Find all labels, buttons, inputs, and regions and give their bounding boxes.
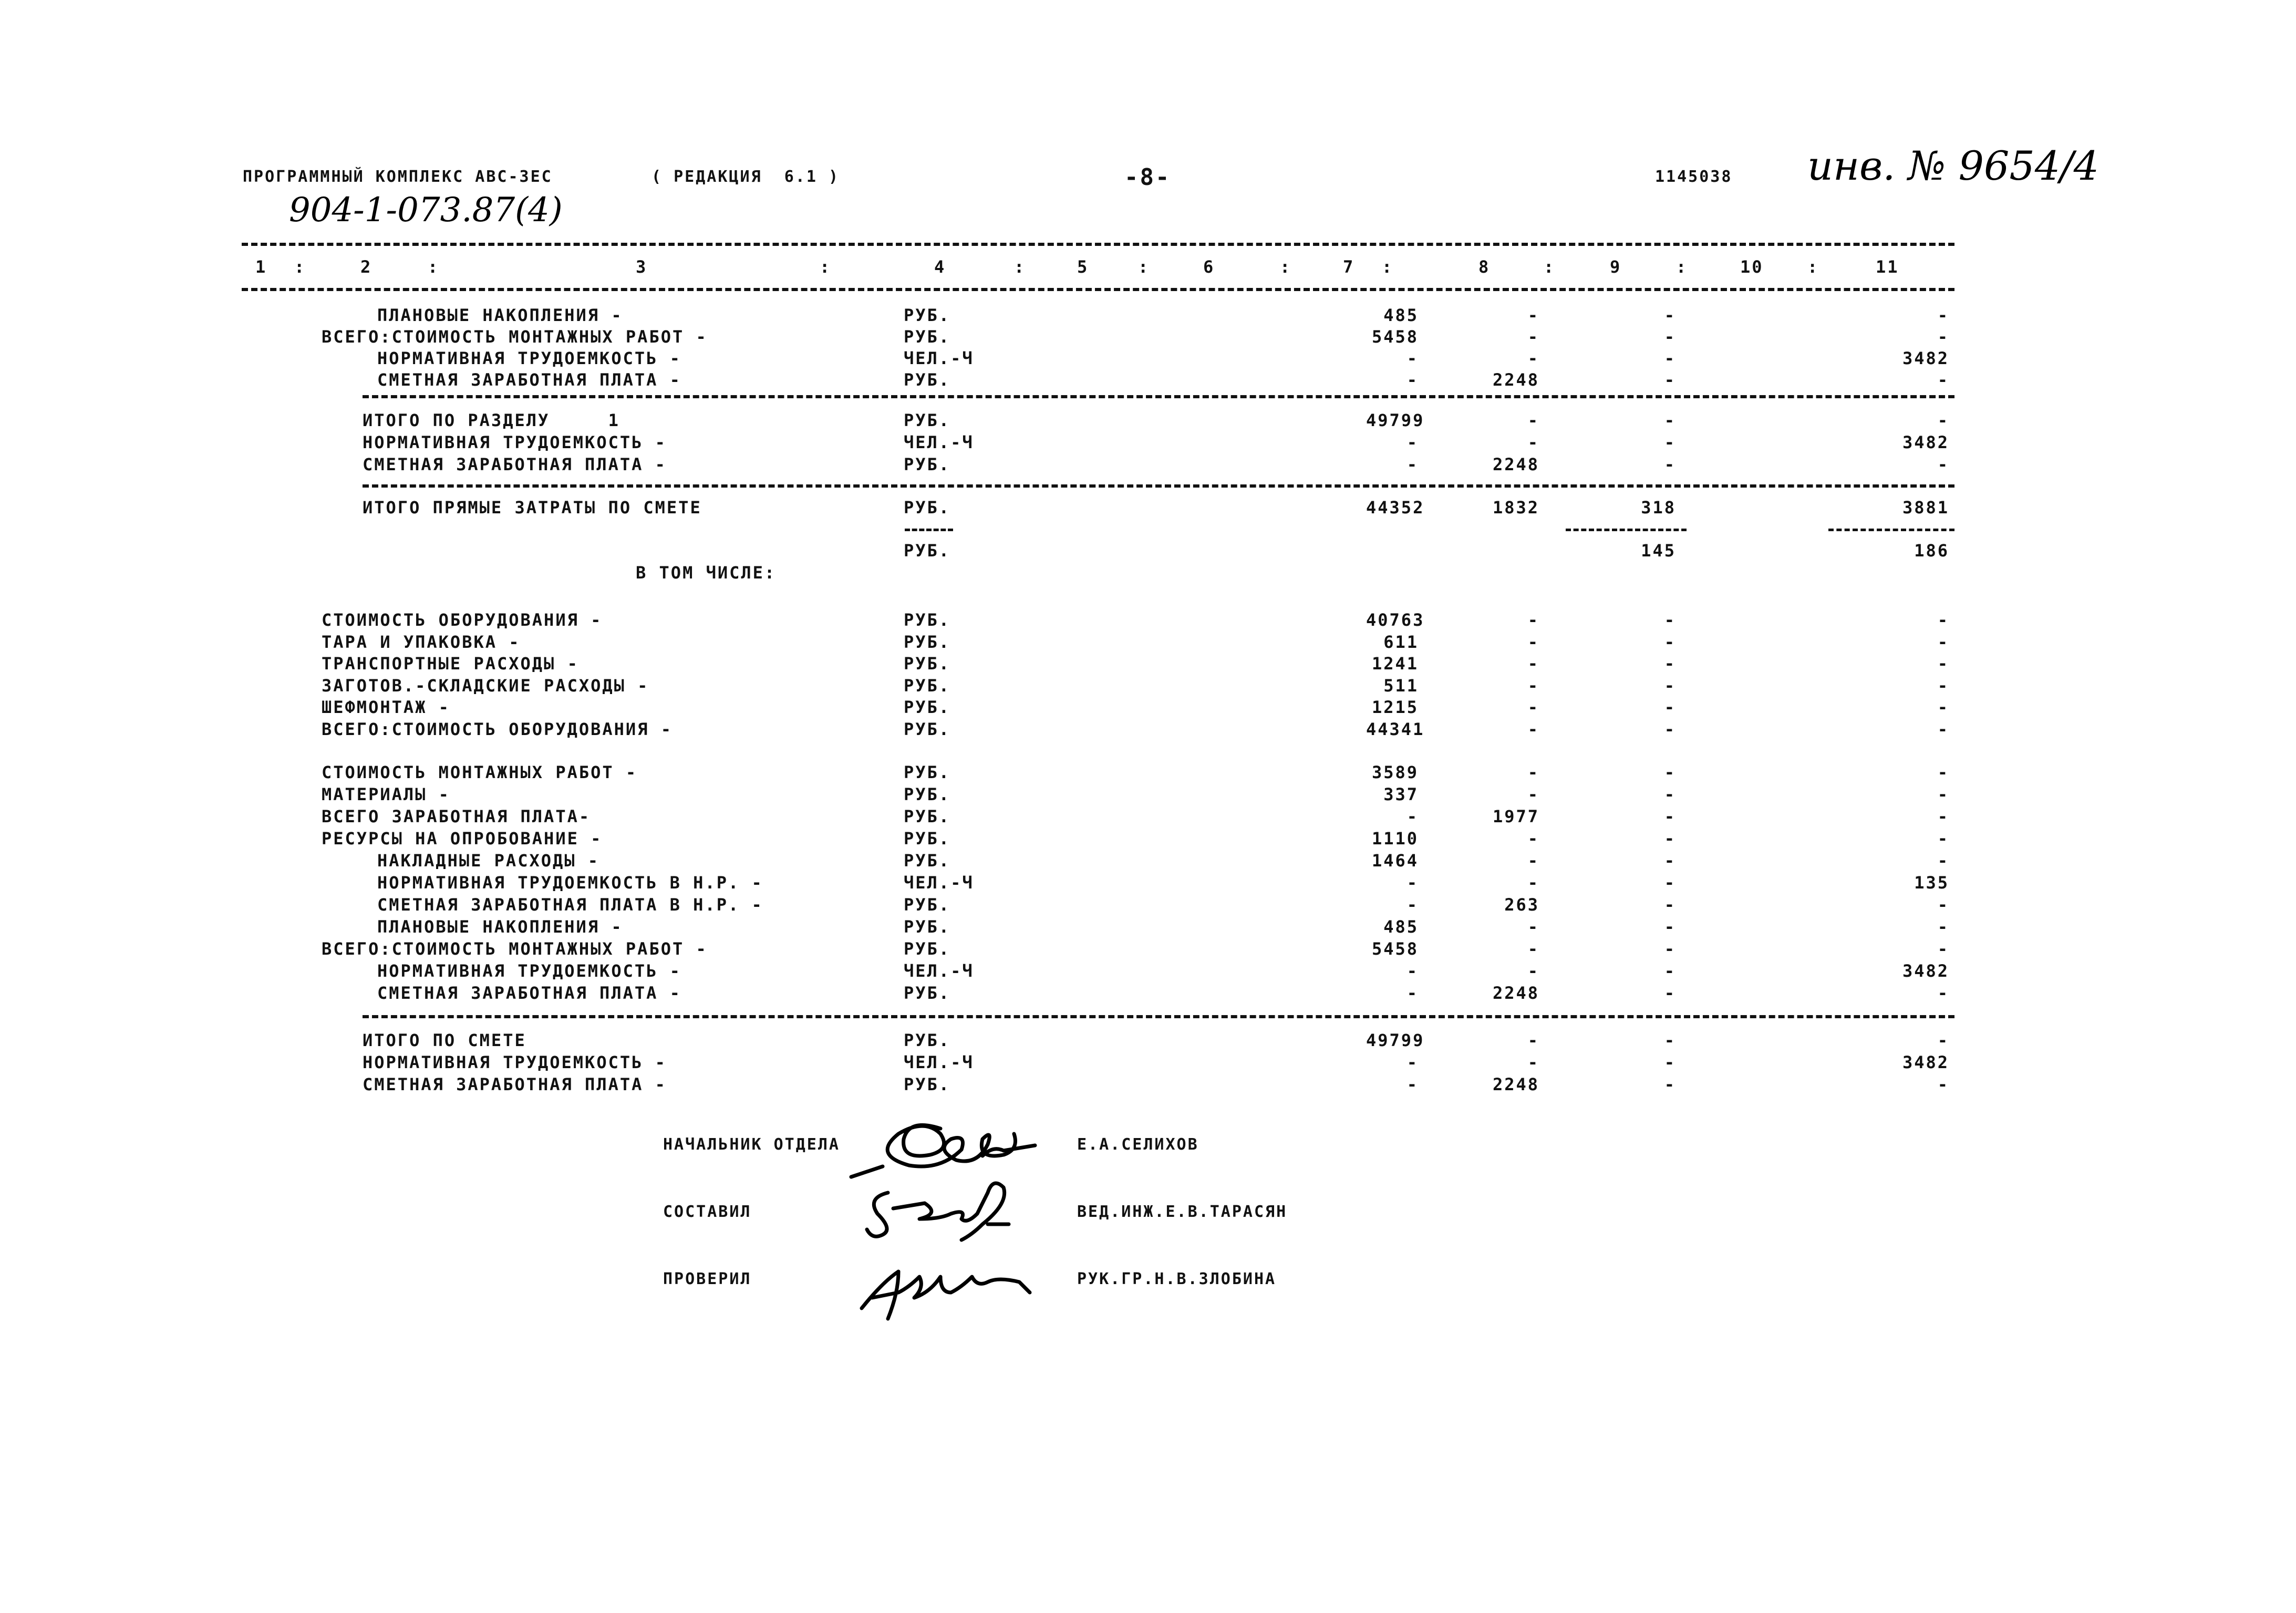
row-col7: 44341 xyxy=(1366,719,1425,739)
table-row xyxy=(0,1076,2296,1098)
rule-2 xyxy=(363,484,1954,488)
column-separator: : xyxy=(294,257,306,277)
row-col7: - xyxy=(1406,961,1419,981)
row-col7: - xyxy=(1406,983,1419,1003)
row-col8: - xyxy=(1527,610,1539,630)
row-col9: - xyxy=(1664,348,1676,368)
table-row xyxy=(0,786,2296,808)
row-unit: РУБ. xyxy=(904,327,951,347)
row-col8: - xyxy=(1527,873,1539,893)
row-label: МАТЕРИАЛЫ - xyxy=(322,784,450,804)
row-col11: - xyxy=(1937,851,1949,871)
column-number: 10 xyxy=(1740,257,1764,277)
row-unit: РУБ. xyxy=(904,305,951,325)
signature-role: НАЧАЛЬНИК ОТДЕЛА xyxy=(663,1135,840,1154)
including-heading: В ТОМ ЧИСЛЕ: xyxy=(636,563,777,583)
row-col11: - xyxy=(1937,939,1949,959)
rule-1 xyxy=(363,395,1954,398)
table-row xyxy=(0,350,2296,372)
row-col8: 2248 xyxy=(1492,1074,1539,1094)
row-col7: 485 xyxy=(1383,917,1419,937)
row-label: СТОИМОСТЬ ОБОРУДОВАНИЯ - xyxy=(322,610,603,630)
row-label: ПЛАНОВЫЕ НАКОПЛЕНИЯ - xyxy=(377,917,623,937)
row-col11: - xyxy=(1937,454,1949,474)
column-separator: : xyxy=(1544,257,1556,277)
table-row xyxy=(0,634,2296,656)
table-row xyxy=(0,1032,2296,1054)
col9-underline xyxy=(1566,529,1687,531)
row-col9: - xyxy=(1664,1074,1676,1094)
column-separator: : xyxy=(428,257,440,277)
row-col8: 1832 xyxy=(1492,498,1539,518)
table-row xyxy=(0,808,2296,830)
row-label: РЕСУРСЫ НА ОПРОБОВАНИЕ - xyxy=(322,829,603,849)
row-label: СТОИМОСТЬ МОНТАЖНЫХ РАБОТ - xyxy=(322,762,638,782)
row-col8: 263 xyxy=(1504,895,1539,915)
column-separator: : xyxy=(1807,257,1819,277)
row-col11: - xyxy=(1937,762,1949,782)
row-unit: РУБ. xyxy=(904,762,951,782)
row-label: НОРМАТИВНАЯ ТРУДОЕМКОСТЬ - xyxy=(363,432,667,452)
row-unit: РУБ. xyxy=(904,719,951,739)
row-unit: ЧЕЛ.-Ч xyxy=(904,432,974,452)
row-col8: - xyxy=(1527,829,1539,849)
row-col8: - xyxy=(1527,697,1539,717)
row-col8: - xyxy=(1527,784,1539,804)
row-unit: РУБ. xyxy=(904,697,951,717)
row-unit: РУБ. xyxy=(904,895,951,915)
row-label: ВСЕГО:СТОИМОСТЬ МОНТАЖНЫХ РАБОТ - xyxy=(322,327,708,347)
row-col7: 44352 xyxy=(1366,498,1425,518)
row-col8: - xyxy=(1527,1030,1539,1050)
table-row xyxy=(0,699,2296,721)
row-col7: - xyxy=(1406,806,1419,826)
table-row-direct-costs-sub xyxy=(0,542,2296,564)
row-col11: 3482 xyxy=(1902,961,1949,981)
row-label: ВСЕГО ЗАРАБОТНАЯ ПЛАТА- xyxy=(322,806,591,826)
row-col11: - xyxy=(1937,410,1949,430)
column-number: 2 xyxy=(360,257,373,277)
row-label: СМЕТНАЯ ЗАРАБОТНАЯ ПЛАТА - xyxy=(377,983,681,1003)
row-label: ЗАГОТОВ.-СКЛАДСКИЕ РАСХОДЫ - xyxy=(322,675,649,696)
row-col8: 2248 xyxy=(1492,454,1539,474)
row-col8: 2248 xyxy=(1492,370,1539,390)
row-col11: 186 xyxy=(1914,541,1949,561)
row-unit: РУБ. xyxy=(904,939,951,959)
row-col11: 3881 xyxy=(1902,498,1949,518)
row-col9: - xyxy=(1664,654,1676,674)
row-col9: - xyxy=(1664,719,1676,739)
table-row xyxy=(0,896,2296,918)
row-col8: 2248 xyxy=(1492,983,1539,1003)
row-col11: 135 xyxy=(1914,873,1949,893)
row-col8: - xyxy=(1527,961,1539,981)
row-col9: - xyxy=(1664,762,1676,782)
row-col11: - xyxy=(1937,895,1949,915)
row-unit: РУБ. xyxy=(904,541,951,561)
row-col7: - xyxy=(1406,873,1419,893)
row-label: ПЛАНОВЫЕ НАКОПЛЕНИЯ - xyxy=(377,305,623,325)
row-col11: - xyxy=(1937,1030,1949,1050)
row-label: ВСЕГО:СТОИМОСТЬ ОБОРУДОВАНИЯ - xyxy=(322,719,673,739)
column-number: 8 xyxy=(1478,257,1491,277)
row-label: СМЕТНАЯ ЗАРАБОТНАЯ ПЛАТА - xyxy=(377,370,681,390)
row-col11: - xyxy=(1937,370,1949,390)
row-unit: РУБ. xyxy=(904,675,951,696)
row-unit: ЧЕЛ.-Ч xyxy=(904,961,974,981)
column-number: 4 xyxy=(934,257,946,277)
row-unit: РУБ. xyxy=(904,370,951,390)
row-col11: - xyxy=(1937,829,1949,849)
row-col9: - xyxy=(1664,370,1676,390)
table-row xyxy=(0,412,2296,434)
row-label: ИТОГО ПРЯМЫЕ ЗАТРАТЫ ПО СМЕТЕ xyxy=(363,498,702,518)
row-unit: РУБ. xyxy=(904,1074,951,1094)
row-col9: - xyxy=(1664,961,1676,981)
row-col7: 1464 xyxy=(1371,851,1419,871)
table-row xyxy=(0,830,2296,852)
program-title: ПРОГРАММНЫЙ КОМПЛЕКС АВС-ЗЕС xyxy=(243,168,553,186)
row-label: НОРМАТИВНАЯ ТРУДОЕМКОСТЬ - xyxy=(363,1052,667,1072)
row-col11: 3482 xyxy=(1902,348,1949,368)
row-col9: - xyxy=(1664,895,1676,915)
table-row xyxy=(0,677,2296,699)
row-col11: - xyxy=(1937,327,1949,347)
row-unit: РУБ. xyxy=(904,610,951,630)
row-label: НОРМАТИВНАЯ ТРУДОЕМКОСТЬ В Н.Р. - xyxy=(377,873,763,893)
table-row xyxy=(0,655,2296,677)
row-col7: - xyxy=(1406,895,1419,915)
row-col11: - xyxy=(1937,305,1949,325)
inventory-note: инв. № 9654/4 xyxy=(1807,142,2100,189)
signature-zlobina xyxy=(862,1271,1030,1319)
row-col7: 1110 xyxy=(1371,829,1419,849)
row-col11: - xyxy=(1937,697,1949,717)
row-col8: - xyxy=(1527,348,1539,368)
row-col11: - xyxy=(1937,719,1949,739)
table-row xyxy=(0,918,2296,940)
column-separator: : xyxy=(1382,257,1394,277)
row-unit: РУБ. xyxy=(904,454,951,474)
row-col7: 40763 xyxy=(1366,610,1425,630)
column-separator: : xyxy=(820,257,832,277)
row-col11: - xyxy=(1937,917,1949,937)
table-row xyxy=(0,612,2296,634)
row-col9: - xyxy=(1664,917,1676,937)
row-col9: - xyxy=(1664,410,1676,430)
edition-label: ( РЕДАКЦИЯ 6.1 ) xyxy=(651,168,840,186)
row-col11: - xyxy=(1937,983,1949,1003)
row-col9: 318 xyxy=(1641,498,1676,518)
column-separator: : xyxy=(1676,257,1688,277)
row-col7: 49799 xyxy=(1366,1030,1425,1050)
row-col9: - xyxy=(1664,1030,1676,1050)
column-number: 6 xyxy=(1203,257,1215,277)
row-unit: РУБ. xyxy=(904,498,951,518)
row-col7: 1241 xyxy=(1371,654,1419,674)
row-col11: 3482 xyxy=(1902,1052,1949,1072)
row-col8: - xyxy=(1527,719,1539,739)
table-row xyxy=(0,721,2296,743)
row-label: НОРМАТИВНАЯ ТРУДОЕМКОСТЬ - xyxy=(377,961,681,981)
row-col9: - xyxy=(1664,829,1676,849)
row-col8: - xyxy=(1527,675,1539,696)
column-separator: : xyxy=(1138,257,1150,277)
table-row xyxy=(0,434,2296,456)
row-col11: - xyxy=(1937,675,1949,696)
row-col11: 3482 xyxy=(1902,432,1949,452)
row-col7: 511 xyxy=(1383,675,1419,696)
row-col8: - xyxy=(1527,654,1539,674)
row-col7: 5458 xyxy=(1371,939,1419,959)
row-col9: - xyxy=(1664,305,1676,325)
row-col7: 1215 xyxy=(1371,697,1419,717)
row-col7: - xyxy=(1406,370,1419,390)
rule-3 xyxy=(363,1015,1954,1018)
document-code: 1145038 xyxy=(1655,168,1733,186)
table-row xyxy=(0,940,2296,963)
row-col8: - xyxy=(1527,632,1539,652)
row-col9: - xyxy=(1664,784,1676,804)
row-label: ТАРА И УПАКОВКА - xyxy=(322,632,521,652)
row-col9: 145 xyxy=(1641,541,1676,561)
row-col9: - xyxy=(1664,873,1676,893)
signature-tarasyan xyxy=(867,1183,1009,1240)
row-col9: - xyxy=(1664,432,1676,452)
row-unit: РУБ. xyxy=(904,654,951,674)
row-unit: ЧЕЛ.-Ч xyxy=(904,1052,974,1072)
row-col7: - xyxy=(1406,432,1419,452)
row-col8: - xyxy=(1527,432,1539,452)
signature-role: СОСТАВИЛ xyxy=(663,1203,752,1221)
row-unit: ЧЕЛ.-Ч xyxy=(904,348,974,368)
column-number: 7 xyxy=(1343,257,1355,277)
row-col9: - xyxy=(1664,454,1676,474)
table-row xyxy=(0,963,2296,985)
row-col7: - xyxy=(1406,1074,1419,1094)
row-col9: - xyxy=(1664,632,1676,652)
row-col9: - xyxy=(1664,610,1676,630)
row-col8: - xyxy=(1527,327,1539,347)
row-col8: - xyxy=(1527,762,1539,782)
project-number: 904-1-073.87(4) xyxy=(289,191,563,230)
col11-underline xyxy=(1828,529,1954,531)
row-unit: РУБ. xyxy=(904,851,951,871)
signature-name: ВЕД.ИНЖ.Е.В.ТАРАСЯН xyxy=(1077,1203,1288,1221)
row-col8: - xyxy=(1527,939,1539,959)
row-col7: - xyxy=(1406,1052,1419,1072)
row-col8: - xyxy=(1527,917,1539,937)
row-col11: - xyxy=(1937,632,1949,652)
table-row xyxy=(0,371,2296,394)
signature-role: ПРОВЕРИЛ xyxy=(663,1270,752,1288)
column-number: 9 xyxy=(1610,257,1622,277)
table-row xyxy=(0,307,2296,329)
row-col11: - xyxy=(1937,784,1949,804)
row-unit: РУБ. xyxy=(904,806,951,826)
row-col7: 49799 xyxy=(1366,410,1425,430)
row-label: ИТОГО ПО РАЗДЕЛУ 1 xyxy=(363,410,620,430)
table-row xyxy=(0,852,2296,874)
row-col11: - xyxy=(1937,1074,1949,1094)
column-number: 11 xyxy=(1876,257,1899,277)
table-row-direct-costs xyxy=(0,499,2296,521)
row-col7: - xyxy=(1406,454,1419,474)
rule-header-bottom xyxy=(242,288,1954,291)
row-unit: РУБ. xyxy=(904,983,951,1003)
row-col9: - xyxy=(1664,939,1676,959)
row-col8: - xyxy=(1527,305,1539,325)
table-row xyxy=(0,456,2296,478)
row-unit: РУБ. xyxy=(904,829,951,849)
row-col8: - xyxy=(1527,410,1539,430)
signature-name: Е.А.СЕЛИХОВ xyxy=(1077,1135,1199,1154)
column-number: 1 xyxy=(255,257,267,277)
row-label: НОРМАТИВНАЯ ТРУДОЕМКОСТЬ - xyxy=(377,348,681,368)
row-col8: 1977 xyxy=(1492,806,1539,826)
row-col9: - xyxy=(1664,983,1676,1003)
row-label: СМЕТНАЯ ЗАРАБОТНАЯ ПЛАТА - xyxy=(363,454,667,474)
column-separator: : xyxy=(1014,257,1026,277)
row-label: ШЕФМОНТАЖ - xyxy=(322,697,450,717)
row-unit: ЧЕЛ.-Ч xyxy=(904,873,974,893)
row-col11: - xyxy=(1937,654,1949,674)
row-col8: - xyxy=(1527,851,1539,871)
row-col7: 5458 xyxy=(1371,327,1419,347)
row-col9: - xyxy=(1664,806,1676,826)
row-unit: РУБ. xyxy=(904,1030,951,1050)
column-number: 3 xyxy=(636,257,648,277)
table-row xyxy=(0,1054,2296,1076)
rule-top xyxy=(242,243,1954,246)
column-number: 5 xyxy=(1077,257,1089,277)
row-col7: - xyxy=(1406,348,1419,368)
row-label: НАКЛАДНЫЕ РАСХОДЫ - xyxy=(377,851,600,871)
table-row xyxy=(0,874,2296,896)
unit-underline xyxy=(905,529,953,531)
row-col9: - xyxy=(1664,1052,1676,1072)
row-col9: - xyxy=(1664,697,1676,717)
row-col11: - xyxy=(1937,806,1949,826)
table-row xyxy=(0,328,2296,350)
row-unit: РУБ. xyxy=(904,632,951,652)
row-label: СМЕТНАЯ ЗАРАБОТНАЯ ПЛАТА В Н.Р. - xyxy=(377,895,763,915)
page-number: -8- xyxy=(1124,164,1171,191)
table-row xyxy=(0,764,2296,786)
signature-selikhov xyxy=(851,1125,1035,1177)
row-col7: 485 xyxy=(1383,305,1419,325)
row-unit: РУБ. xyxy=(904,784,951,804)
row-col9: - xyxy=(1664,327,1676,347)
column-separator: : xyxy=(1280,257,1292,277)
row-col7: 611 xyxy=(1383,632,1419,652)
row-label: ВСЕГО:СТОИМОСТЬ МОНТАЖНЫХ РАБОТ - xyxy=(322,939,708,959)
column-header-row xyxy=(0,259,2296,280)
row-unit: РУБ. xyxy=(904,917,951,937)
row-label: СМЕТНАЯ ЗАРАБОТНАЯ ПЛАТА - xyxy=(363,1074,667,1094)
row-unit: РУБ. xyxy=(904,410,951,430)
row-col8: - xyxy=(1527,1052,1539,1072)
row-col9: - xyxy=(1664,851,1676,871)
signature-name: РУК.ГР.Н.В.ЗЛОБИНА xyxy=(1077,1270,1277,1288)
row-col7: 3589 xyxy=(1371,762,1419,782)
row-col7: 337 xyxy=(1383,784,1419,804)
row-col11: - xyxy=(1937,610,1949,630)
row-col9: - xyxy=(1664,675,1676,696)
row-label: ТРАНСПОРТНЫЕ РАСХОДЫ - xyxy=(322,654,579,674)
table-row xyxy=(0,985,2296,1007)
row-label: ИТОГО ПО СМЕТЕ xyxy=(363,1030,526,1050)
